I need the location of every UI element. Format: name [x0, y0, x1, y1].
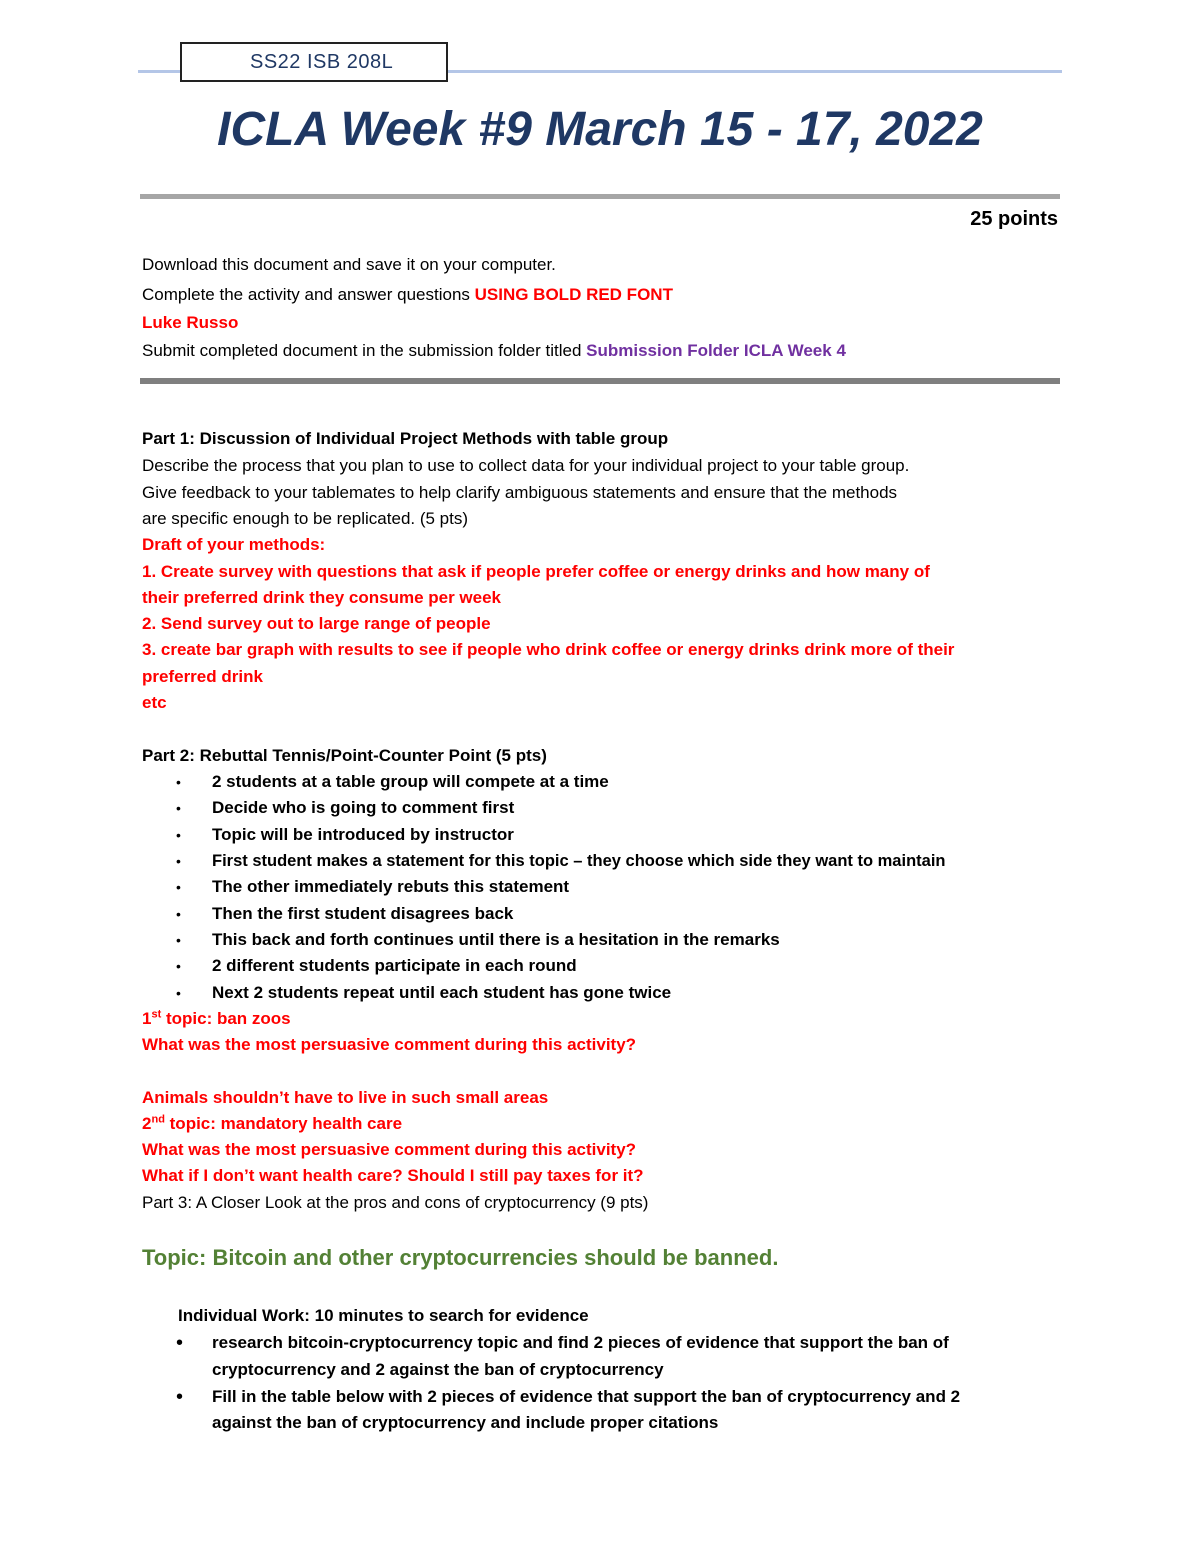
part1-desc-line: Describe the process that you plan to use to collect data for your individual project to your table group.	[142, 456, 910, 475]
part3-bullet-line: Fill in the table below with 2 pieces of evidence that support the ban of cryptocurrency and 2	[212, 1387, 961, 1406]
topic2-question: What was the most persuasive comment during this activity?	[142, 1140, 637, 1159]
part2-bullet: First student makes a statement for this topic – they choose which side they want to maintain	[212, 852, 946, 870]
bullet-icon: •	[176, 800, 181, 816]
part1-answer-line: 1. Create survey with questions that ask if people prefer coffee or energy drinks and how many of	[142, 562, 930, 581]
course-code-box: SS22 ISB 208L	[180, 42, 448, 82]
part3-bullet-line: research bitcoin-cryptocurrency topic and find 2 pieces of evidence that support the ban of	[212, 1333, 949, 1352]
bullet-icon: •	[176, 985, 181, 1001]
part3-bullet-line: cryptocurrency and 2 against the ban of cryptocurrency	[212, 1360, 664, 1379]
intro-line-download: Download this document and save it on your computer.	[142, 255, 556, 274]
divider-top	[140, 194, 1060, 199]
part1-desc-line: Give feedback to your tablemates to help clarify ambiguous statements and ensure that the methods	[142, 483, 898, 502]
part2-bullet: 2 different students participate in each round	[212, 956, 577, 975]
part2-bullet: This back and forth continues until there is a hesitation in the remarks	[212, 930, 780, 949]
bullet-icon: •	[176, 879, 181, 895]
individual-work-label: Individual Work: 10 minutes to search for evidence	[178, 1306, 589, 1325]
page-title: ICLA Week #9 March 15 - 17, 2022	[217, 103, 983, 156]
topic1-ordinal: st	[151, 1008, 162, 1021]
topic2-ordinal: nd	[151, 1113, 165, 1126]
bullet-icon: •	[176, 1332, 184, 1354]
part1-answer-line: their preferred drink they consume per week	[142, 588, 502, 607]
bullet-icon: •	[176, 1386, 184, 1408]
intro-submit-text: Submit completed document in the submission folder titled	[142, 341, 587, 360]
points-label: 25 points	[970, 208, 1058, 230]
part1-answer-line: etc	[142, 693, 167, 712]
bullet-icon: •	[176, 853, 181, 869]
part1-answer-line: preferred drink	[142, 667, 263, 686]
part2-heading: Part 2: Rebuttal Tennis/Point-Counter Point (5 pts)	[142, 746, 547, 765]
divider-bottom	[140, 378, 1060, 384]
part2-bullet: Next 2 students repeat until each student has gone twice	[212, 983, 672, 1002]
topic1-answer: Animals shouldn’t have to live in such small areas	[142, 1088, 549, 1107]
student-name: Luke Russo	[142, 313, 239, 332]
part1-heading: Part 1: Discussion of Individual Project Methods with table group	[142, 429, 669, 448]
bullet-icon: •	[176, 906, 181, 922]
intro-line-submit	[142, 338, 846, 364]
bullet-icon: •	[176, 774, 181, 790]
part2-bullet: Then the first student disagrees back	[212, 904, 514, 923]
submission-folder-name: Submission Folder ICLA Week 4	[586, 341, 846, 360]
part2-bullet: Decide who is going to comment first	[212, 798, 515, 817]
topic2-label	[142, 1111, 402, 1137]
part3-heading: Part 3: A Closer Look at the pros and cons of cryptocurrency (9 pts)	[142, 1193, 649, 1212]
topic1-number: 1	[142, 1009, 152, 1028]
topic2-number: 2	[142, 1114, 152, 1133]
topic1-question: What was the most persuasive comment during this activity?	[142, 1035, 637, 1054]
part1-answer-line: 3. create bar graph with results to see if people who drink coffee or energy drinks drink more of their	[142, 640, 955, 659]
bullet-icon: •	[176, 827, 181, 843]
part2-bullet: The other immediately rebuts this statement	[212, 877, 570, 896]
intro-complete-emphasis: USING BOLD RED FONT	[474, 285, 673, 304]
part2-bullet: Topic will be introduced by instructor	[212, 825, 514, 844]
part3-bullet-line: against the ban of cryptocurrency and include proper citations	[212, 1413, 719, 1432]
intro-complete-text: Complete the activity and answer questions	[142, 285, 475, 304]
part1-desc-line: are specific enough to be replicated. (5 pts)	[142, 509, 469, 528]
part1-answer-line: 2. Send survey out to large range of people	[142, 614, 491, 633]
bullet-icon: •	[176, 958, 181, 974]
part1-answer-line: Draft of your methods:	[142, 535, 326, 554]
topic2-answer: What if I don’t want health care? Should I still pay taxes for it?	[142, 1166, 644, 1185]
intro-line-complete	[142, 282, 673, 308]
topic2-text: topic: mandatory health care	[164, 1114, 403, 1133]
part3-topic: Topic: Bitcoin and other cryptocurrencies should be banned.	[142, 1245, 779, 1270]
part2-bullet: 2 students at a table group will compete at a time	[212, 772, 609, 791]
topic1-label	[142, 1006, 291, 1032]
bullet-icon: •	[176, 932, 181, 948]
topic1-text: topic: ban zoos	[161, 1009, 291, 1028]
